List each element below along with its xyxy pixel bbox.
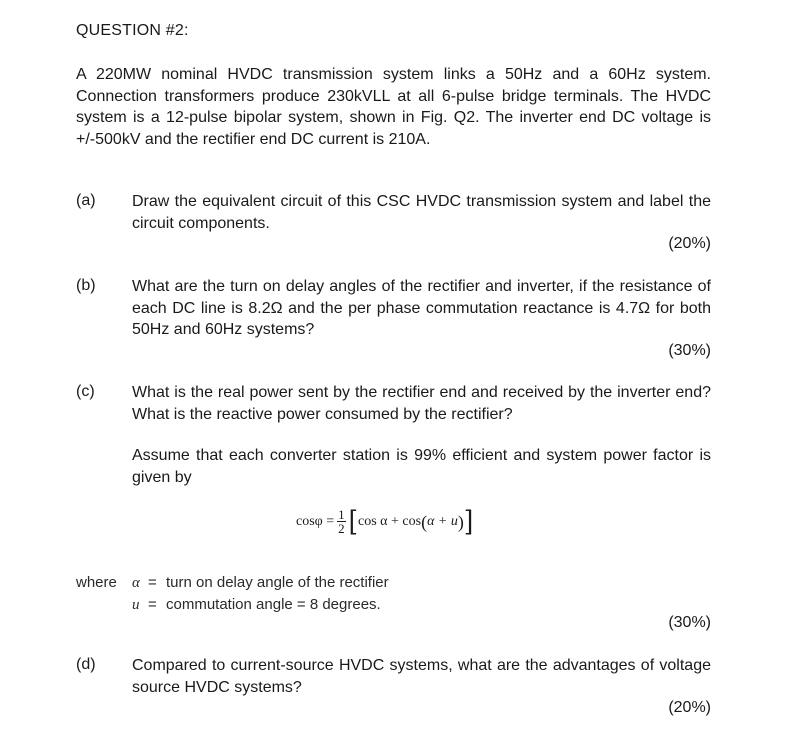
part-a-label: (a) [76,192,96,209]
where-word: where [76,574,117,591]
part-b-marks: (30%) [668,342,711,359]
part-c-assume: Assume that each converter station is 99% efficient and system power factor is given by [132,447,711,486]
formula-close-bracket: ] [463,505,474,538]
where-block [76,572,389,616]
part-c-label: (c) [76,383,95,400]
alpha-definition: turn on delay angle of the rectifier [166,574,389,591]
part-a-text: Draw the equivalent circuit of this CSC HVDC transmission system and label the circuit components. [132,193,711,232]
where-row-alpha [76,572,389,594]
u-symbol: u [132,597,140,613]
formula-body-1: cos α + cos [358,513,422,529]
part-d-marks: (20%) [668,699,711,716]
part-c-text: What is the real power sent by the rectifier end and received by the inverter end? What is the reactive power consumed by the rectifier? [132,384,711,423]
power-factor-formula [296,505,474,538]
intro-paragraph: A 220MW nominal HVDC transmission system links a 50Hz and a 60Hz system. Connection transformers produce 230kVLL at all 6-pulse bridge terminals. The HVDC system is a 12-pulse bipolar system, shown in Fig. Q2. The inverter end DC voltage is +/-500kV and the rectifier end DC current is 210A. [76,66,711,148]
question-title: QUESTION #2: [76,22,189,39]
part-a-marks: (20%) [668,235,711,252]
part-b-label: (b) [76,277,96,294]
part-c-marks: (30%) [668,614,711,631]
where-row-u [76,594,389,616]
u-definition: commutation angle = 8 degrees. [166,596,381,613]
part-d-label: (d) [76,656,96,673]
part-d-text: Compared to current-source HVDC systems, what are the advantages of voltage source HVDC systems? [132,657,711,696]
alpha-symbol: α [132,575,140,591]
formula-body-2: α + u [427,513,458,529]
equals-sign: = [148,596,157,613]
formula-fraction [337,508,346,535]
formula-close-paren: ) [457,511,464,532]
formula-open-bracket: [ [348,505,359,538]
formula-fraction-den: 2 [338,521,345,536]
formula-open-paren: ( [421,511,428,532]
equals-sign: = [148,574,157,591]
formula-lhs: cosφ = [296,513,335,529]
part-b-text: What are the turn on delay angles of the rectifier and inverter, if the resistance of each DC line is 8.2Ω and the per phase commutation reactance is 4.7Ω for both 50Hz and 60Hz systems? [132,278,711,338]
formula-fraction-num: 1 [338,507,345,522]
